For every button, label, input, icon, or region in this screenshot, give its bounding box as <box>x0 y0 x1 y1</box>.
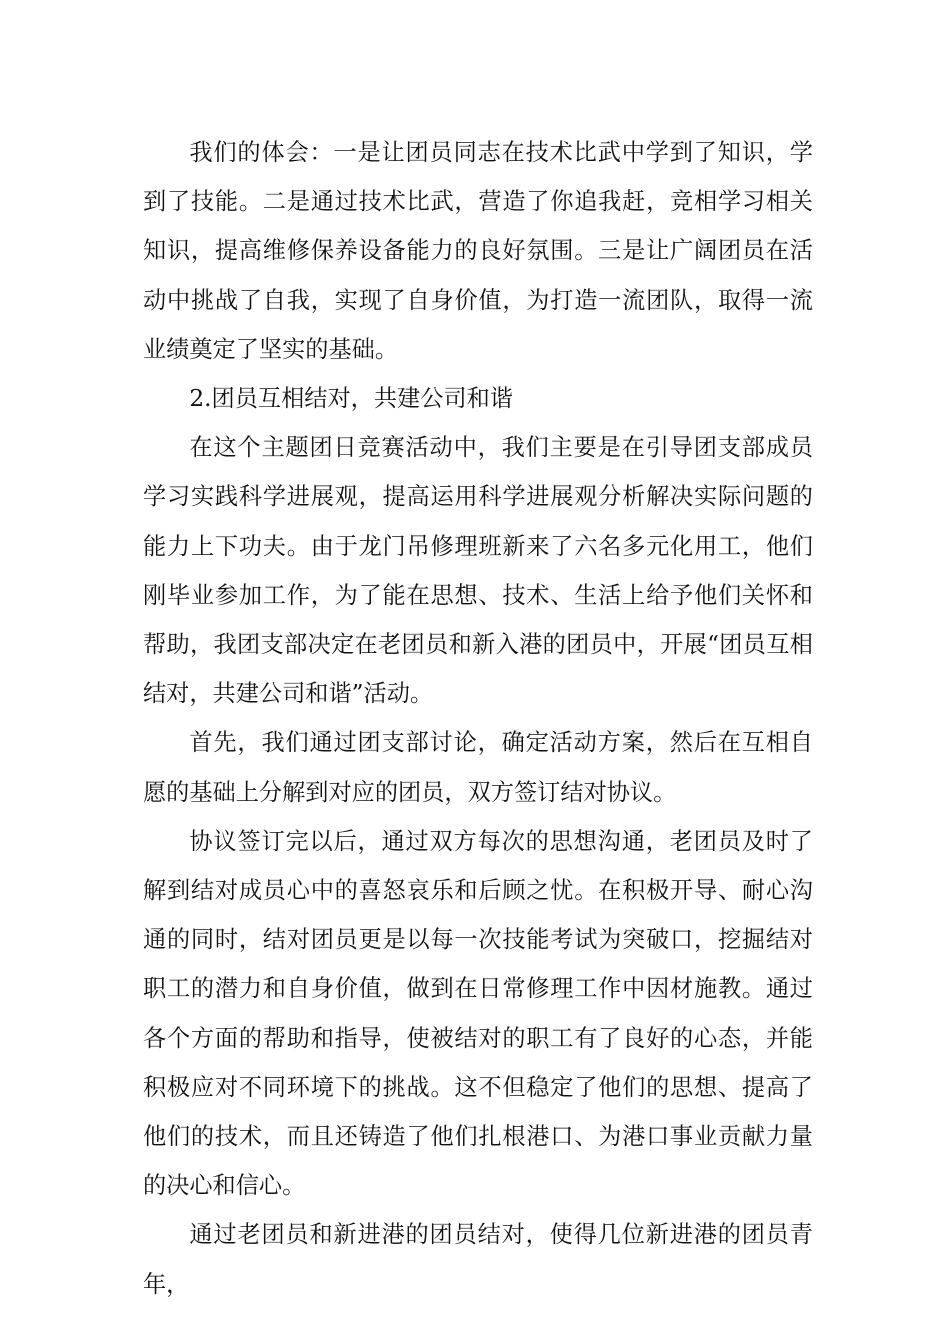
paragraph-agreement: 协议签订完以后，通过双方每次的思想沟通，老团员及时了解到结对成员心中的喜怒哀乐和后顾之忧。在积极开导、耐心沟通的同时，结对团员更是以每一次技能考试为突破口，挖掘结对职工的潜力和自身价值，做到在日常修理工作中因材施教。通过各个方面的帮助和指导，使被结对的职工有了良好的心态，并能积极应对不同环境下的挑战。这不但稳定了他们的思想、提高了他们的技术，而且还铸造了他们扎根港口、为港口事业贡献力量的决心和信心。 <box>143 827 813 1200</box>
section-heading-pairing: 2.团员互相结对，共建公司和谐 <box>189 385 513 413</box>
paragraph-first-step: 首先，我们通过团支部讨论，确定活动方案，然后在互相自愿的基础上分解到对应的团员，双方签订结对协议。 <box>143 729 813 806</box>
document-body <box>143 128 813 1309</box>
paragraph-experience: 我们的体会：一是让团员同志在技术比武中学到了知识，学到了技能。二是通过技术比武，营造了你追我赶，竞相学习相关知识，提高维修保养设备能力的良好氛围。三是让广阔团员在活动中挑战了自我，实现了自身价值，为打造一流团队，取得一流业绩奠定了坚实的基础。 <box>143 139 813 363</box>
paragraph-result: 通过老团员和新进港的团员结对，使得几位新进港的团员青年， <box>143 1221 813 1298</box>
paragraph-activity-intro: 在这个主题团日竞赛活动中，我们主要是在引导团支部成员学习实践科学进展观，提高运用科学进展观分析解决实际问题的能力上下功夫。由于龙门吊修理班新来了六名多元化用工，他们刚毕业参加工作，为了能在思想、技术、生活上给予他们关怀和帮助，我团支部决定在老团员和新入港的团员中，开展“团员互相结对，共建公司和谐”活动。 <box>143 434 813 708</box>
